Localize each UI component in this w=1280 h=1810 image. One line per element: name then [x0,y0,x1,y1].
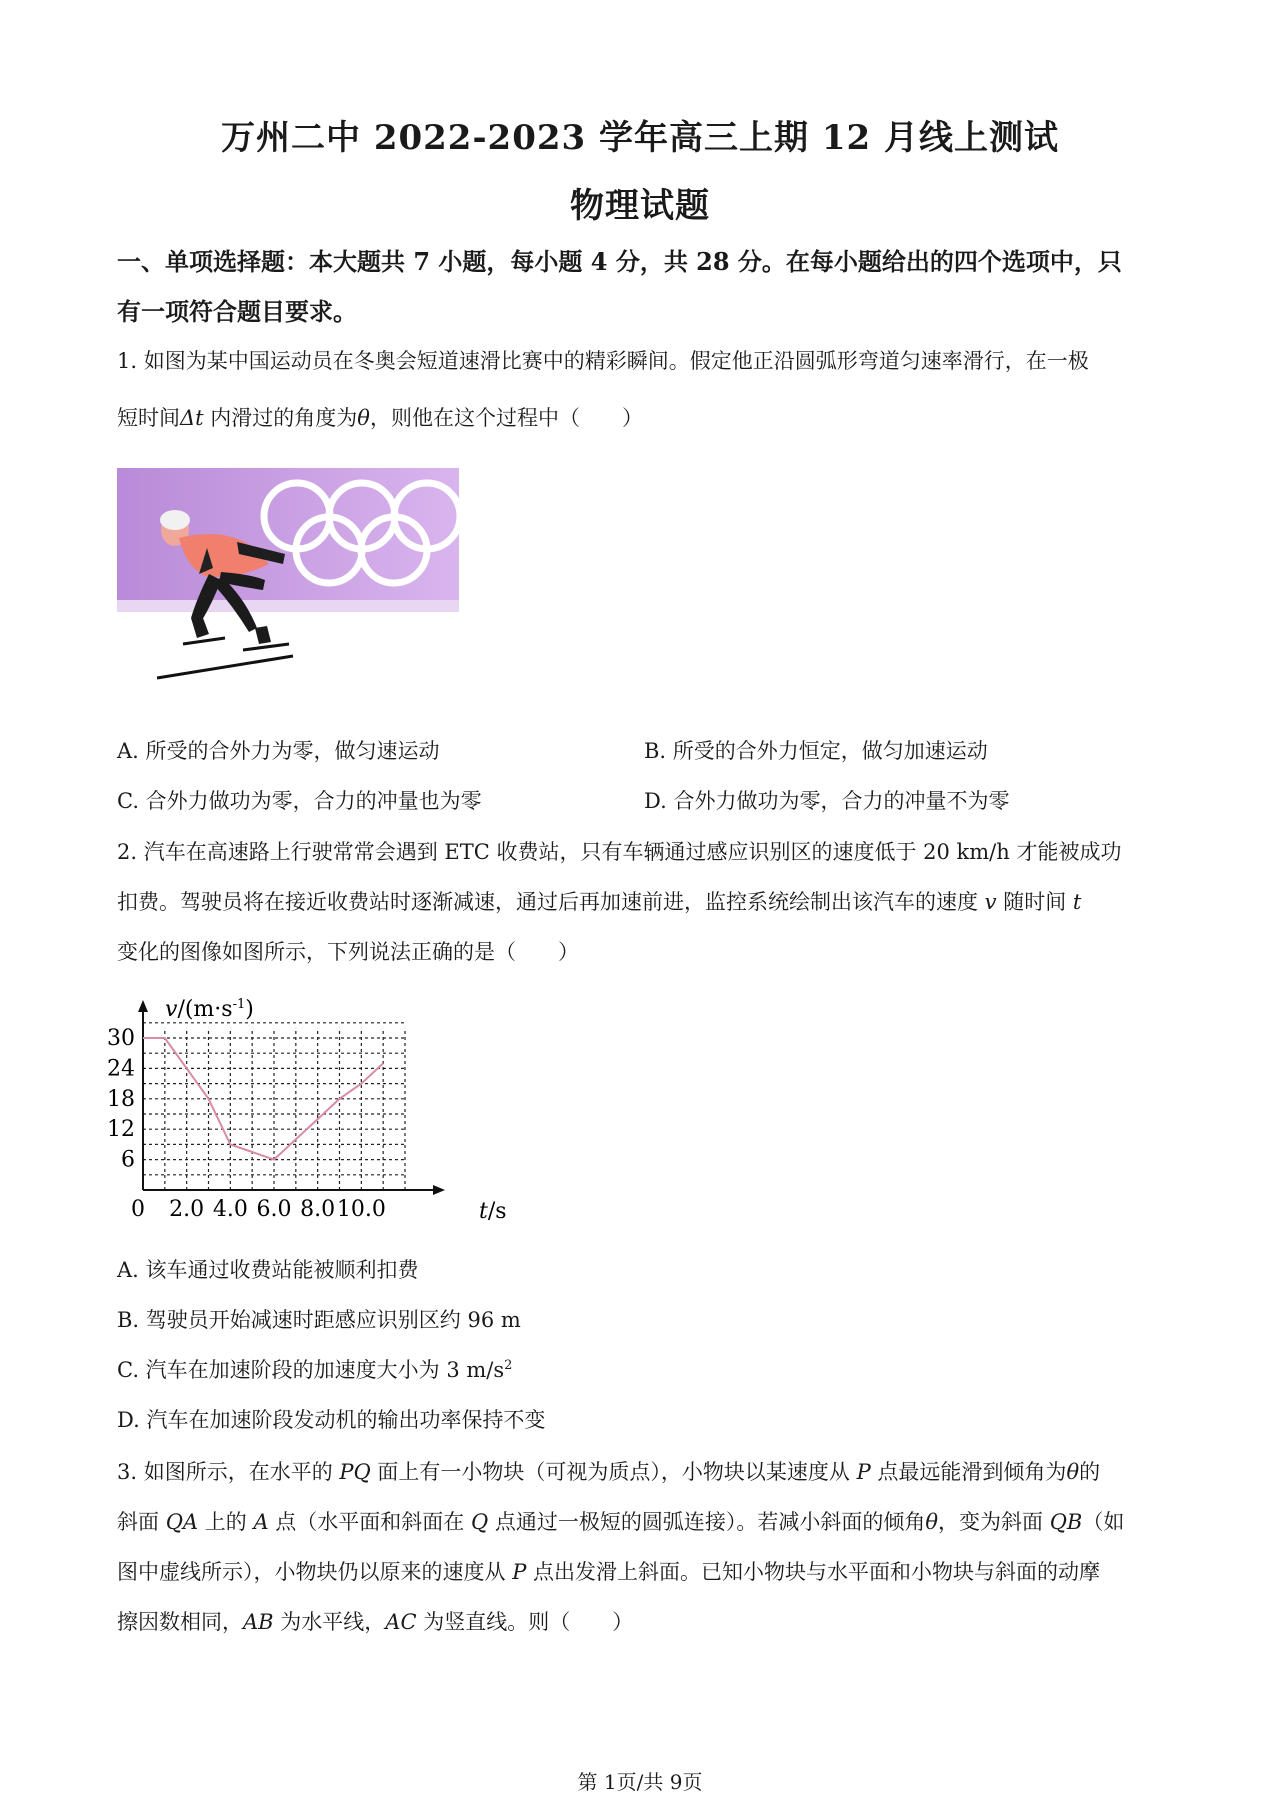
y-axis-label: $v/(m\cdot s^{-1})$ [165,997,254,1022]
q3-text: 的 [1079,1460,1101,1484]
q2-option-c-text: C. 汽车在加速阶段的加速度大小为 3 m/s [117,1358,505,1382]
delta-t-symbol: Δt [180,406,204,430]
q1-text-a: 短时间 [117,406,180,430]
v-symbol: v [984,890,997,914]
theta-symbol: θ [1066,1460,1080,1484]
q3-stem-line4 [117,1606,1170,1636]
q2-text-a: 扣费。驾驶员将在接近收费站时逐渐减速，通过后再加速前进，监控系统绘制出该汽车的速度 [117,890,985,914]
page-subtitle: 物理试题 [570,186,710,226]
y-tick-label: 18 [107,1086,135,1112]
t-symbol: t [1072,890,1082,914]
q3-text: 上的 [198,1510,254,1534]
q3-text: 为竖直线。则（ ） [416,1610,634,1634]
y-tick-label: 30 [107,1026,135,1051]
q3-text: 面上有一小物块（可视为质点），小物块以某速度从 [370,1460,857,1484]
pq-symbol: PQ [339,1460,371,1484]
q2-option-c[interactable] [117,1354,1170,1384]
q-symbol: Q [470,1510,489,1534]
q3-stem-line3 [117,1556,1170,1586]
x-tick-label: 8.0 [300,1197,336,1222]
q1-text-c: ，则他在这个过程中（ ） [369,406,643,430]
section-heading-line1: 一、单项选择题：本大题共 7 小题，每小题 4 分，共 28 分。在每小题给出的四个选项中，只 [117,247,1122,276]
x-axis-arrow [433,1185,445,1195]
q1-option-d[interactable]: D. 合外力做功为零，合力的冲量不为零 [644,789,1010,813]
a-symbol: A [253,1510,269,1534]
x-tick-label: 10.0 [336,1197,386,1222]
q2-option-b[interactable]: B. 驾驶员开始减速时距感应识别区约 96 m [117,1308,521,1332]
p-symbol: P [512,1560,527,1584]
q2-stem-line3: 变化的图像如图所示，下列说法正确的是（ ） [117,940,579,964]
q3-text: ，变为斜面 [938,1510,1050,1534]
x-axis-label: t/s [479,1199,507,1224]
q3-text: （如 [1082,1510,1125,1534]
q3-stem-line1 [117,1456,1170,1486]
ab-symbol: AB [243,1610,274,1634]
q3-stem-line2 [117,1506,1170,1536]
section-heading-line2: 有一项符合题目要求。 [117,297,357,326]
q3-text: 擦因数相同， [117,1610,243,1634]
q1-text-b: 内滑过的角度为 [203,406,358,430]
x-tick-label: 2.0 [169,1197,205,1222]
q2-option-c-sup: 2 [504,1358,513,1373]
origin-label: 0 [131,1197,145,1222]
q3-text: 为水平线， [273,1610,386,1634]
q3-text: 斜面 [117,1510,166,1534]
q2-stem-line1: 2. 汽车在高速路上行驶常常会遇到 ETC 收费站，只有车辆通过感应识别区的速度低于 20 km/h 才能被成功 [117,840,1122,864]
x-tick-label: 4.0 [212,1197,248,1222]
q3-text: 点（水平面和斜面在 [268,1510,471,1534]
qb-symbol: QB [1049,1510,1083,1534]
q3-text: 点最远能滑到倾角为 [870,1460,1067,1484]
q3-text: 点通过一极短的圆弧连接）。若减小斜面的倾角 [488,1510,926,1534]
p-symbol: P [856,1460,871,1484]
page-footer: 第 1页/共 9页 [577,1770,703,1794]
q2-option-a[interactable]: A. 该车通过收费站能被顺利扣费 [117,1258,419,1282]
qa-symbol: QA [165,1510,199,1534]
q3-text: 点出发滑上斜面。已知小物块与水平面和小物块与斜面的动摩 [526,1560,1101,1584]
velocity-time-chart [107,990,535,1230]
y-tick-label: 12 [107,1117,135,1143]
q1-option-c[interactable]: C. 合外力做功为零，合力的冲量也为零 [117,789,482,813]
q3-text: 3. 如图所示，在水平的 [117,1460,340,1484]
q1-stem-line2 [117,402,1170,432]
y-tick-label: 24 [107,1056,135,1082]
page-title: 万州二中 2022-2023 学年高三上期 12 月线上测试 [220,118,1060,158]
chart-axes [138,1000,445,1195]
q1-stem-line1: 1. 如图为某中国运动员在冬奥会短道速滑比赛中的精彩瞬间。假定他正沿圆弧形弯道匀速率滑行，在一极 [117,349,1089,373]
x-tick-label: 6.0 [256,1197,292,1222]
chart-ticks [107,1026,386,1222]
q2-stem-line2 [117,886,1170,916]
q2-option-d[interactable]: D. 汽车在加速阶段发动机的输出功率保持不变 [117,1408,546,1432]
theta-symbol: θ [925,1510,939,1534]
y-axis-arrow [138,1000,148,1012]
speed-skater-photo [117,468,459,690]
q2-text-b: 随时间 [996,890,1073,914]
q1-option-b[interactable]: B. 所受的合外力恒定，做匀加速运动 [644,739,988,763]
q1-option-a[interactable]: A. 所受的合外力为零，做匀速运动 [117,739,440,763]
theta-symbol: θ [357,406,370,430]
q3-text: 图中虚线所示），小物块仍以原来的速度从 [117,1560,513,1584]
chart-grid [143,1023,405,1190]
ac-symbol: AC [385,1610,417,1634]
y-tick-label: 6 [121,1147,135,1173]
